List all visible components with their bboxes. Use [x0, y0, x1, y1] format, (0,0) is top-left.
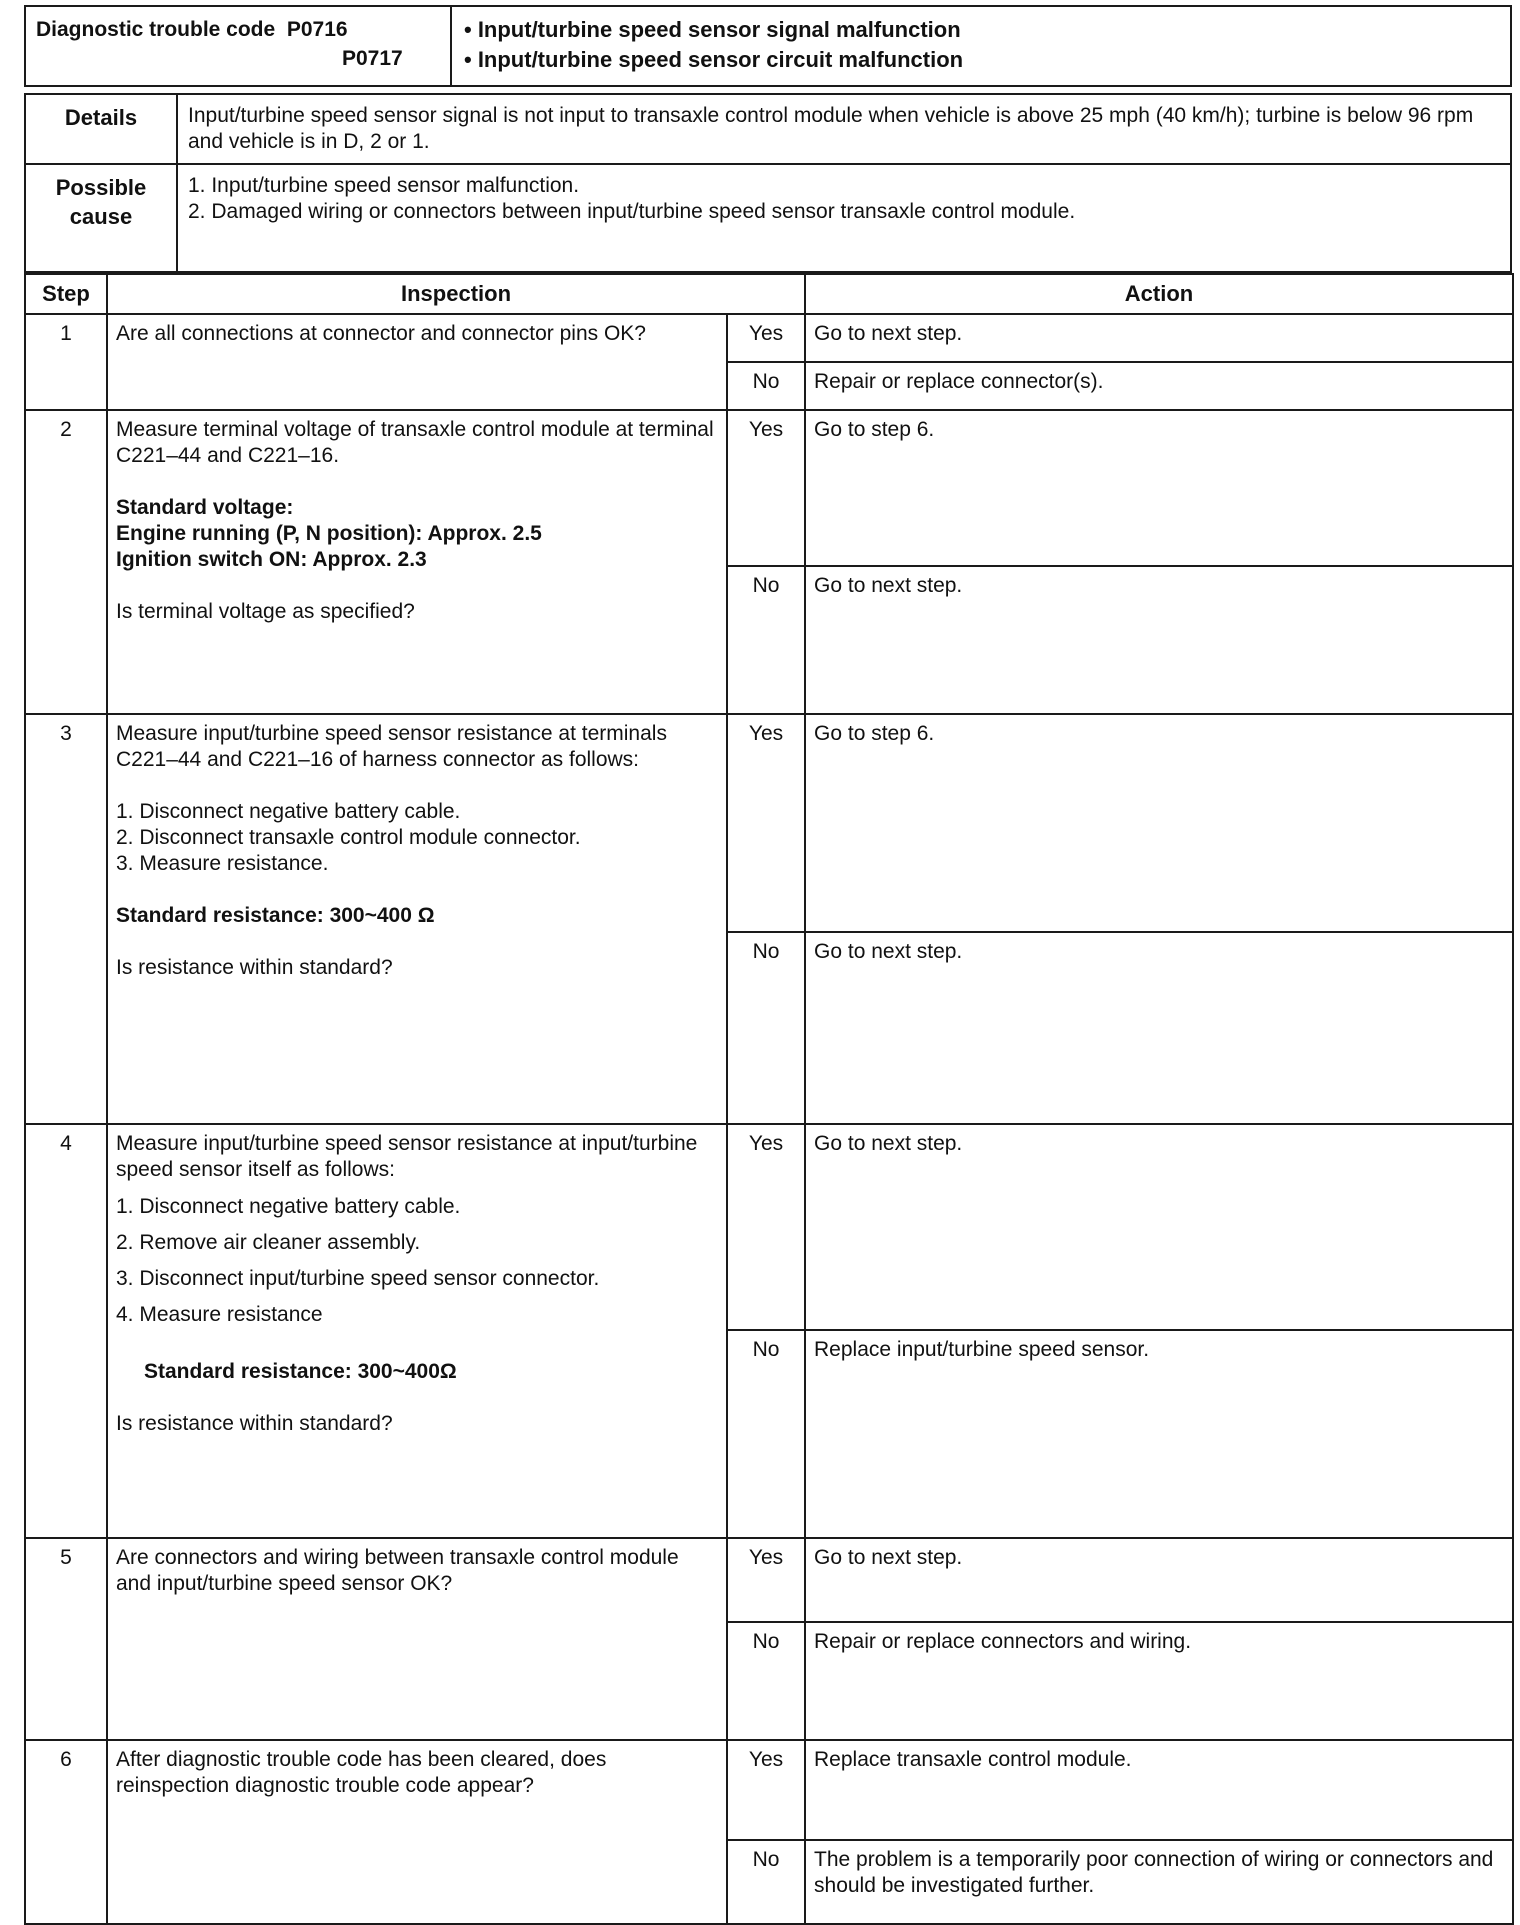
table-row [25, 314, 1513, 362]
yes-label: Yes [727, 1124, 805, 1330]
standard-value: Engine running (P, N position): Approx. 2.5 [116, 522, 542, 545]
possible-cause-label-2: cause [69, 204, 133, 229]
inspection-question: Is resistance within standard? [116, 956, 393, 979]
dtc-name-1: • Input/turbine speed sensor signal malfunction [464, 17, 961, 42]
no-action: Replace input/turbine speed sensor. [805, 1330, 1513, 1538]
step-number: 6 [25, 1740, 107, 1924]
step-column-header: Step [25, 274, 107, 314]
details-row [24, 93, 1512, 165]
inspection-question: Is terminal voltage as specified? [116, 600, 415, 623]
step-number: 1 [25, 314, 107, 410]
inspection-cell [107, 1740, 727, 1924]
inspection-question: Measure terminal voltage of transaxle control module at terminal C221–44 and C221–16. [116, 418, 714, 467]
dtc-code-1: P0716 [286, 18, 348, 41]
standard-value-title: Standard voltage: [116, 496, 294, 519]
yes-action: Go to next step. [805, 314, 1513, 362]
inspection-cell [107, 714, 727, 1124]
dtc-code-cell [26, 7, 452, 85]
table-header-row [25, 274, 1513, 314]
yes-label: Yes [727, 714, 805, 932]
table-row [25, 410, 1513, 566]
inspection-cell [107, 410, 727, 714]
no-label: No [727, 1622, 805, 1740]
dtc-name-2: • Input/turbine speed sensor circuit malfunction [464, 47, 964, 72]
yes-action: Go to next step. [805, 1538, 1513, 1622]
inspection-cell [107, 314, 727, 410]
procedure-step: 3. Disconnect input/turbine speed sensor connector. [116, 1267, 600, 1290]
procedure-step: 2. Remove air cleaner assembly. [116, 1231, 421, 1254]
inspection-question: After diagnostic trouble code has been cleared, does reinspection diagnostic trouble code appear? [116, 1748, 607, 1797]
table-row [25, 1124, 1513, 1330]
no-action: Repair or replace connectors and wiring. [805, 1622, 1513, 1740]
inspection-question: Are connectors and wiring between transaxle control module and input/turbine speed sensor OK? [116, 1546, 679, 1595]
possible-cause-item: 1. Input/turbine speed sensor malfunction. [188, 174, 580, 197]
standard-value: Standard resistance: 300~400Ω [144, 1360, 457, 1383]
no-label: No [727, 566, 805, 714]
possible-cause-label [26, 165, 178, 271]
dtc-names-cell [452, 7, 1510, 85]
yes-action: Go to step 6. [805, 714, 1513, 932]
inspection-cell [107, 1538, 727, 1740]
yes-label: Yes [727, 314, 805, 362]
standard-value: Standard resistance: 300~400 Ω [116, 904, 435, 927]
possible-cause-item: 2. Damaged wiring or connectors between input/turbine speed sensor transaxle control module. [188, 200, 1076, 223]
standard-value: Ignition switch ON: Approx. 2.3 [116, 548, 427, 571]
procedure-step: 2. Disconnect transaxle control module connector. [116, 826, 581, 849]
dtc-code-label: Diagnostic trouble code [36, 18, 276, 41]
procedure-step: 3. Measure resistance. [116, 852, 329, 875]
procedure-step: 1. Disconnect negative battery cable. [116, 800, 461, 823]
yes-label: Yes [727, 1538, 805, 1622]
yes-action: Go to next step. [805, 1124, 1513, 1330]
table-row [25, 714, 1513, 932]
inspection-column-header: Inspection [107, 274, 805, 314]
inspection-question: Is resistance within standard? [116, 1412, 393, 1435]
procedure-step: 1. Disconnect negative battery cable. [116, 1195, 461, 1218]
action-column-header: Action [805, 274, 1513, 314]
inspection-question: Are all connections at connector and connector pins OK? [116, 322, 646, 345]
no-action: The problem is a temporarily poor connection of wiring or connectors and should be investigated further. [805, 1840, 1513, 1924]
step-number: 3 [25, 714, 107, 1124]
details-text: Input/turbine speed sensor signal is not input to transaxle control module when vehicle is above 25 mph (40 km/h); turbine is below 96 rpm and vehicle is in D, 2 or 1. [188, 104, 1474, 153]
no-action: Go to next step. [805, 566, 1513, 714]
procedure-step: 4. Measure resistance [116, 1303, 323, 1326]
no-label: No [727, 1840, 805, 1924]
inspection-table [24, 273, 1514, 1925]
no-action: Go to next step. [805, 932, 1513, 1124]
possible-cause-label-1: Possible [55, 175, 147, 200]
table-row [25, 1538, 1513, 1622]
step-number: 2 [25, 410, 107, 714]
no-label: No [727, 932, 805, 1124]
step-number: 4 [25, 1124, 107, 1538]
step-number: 5 [25, 1538, 107, 1740]
yes-action: Replace transaxle control module. [805, 1740, 1513, 1840]
no-label: No [727, 362, 805, 410]
possible-cause-row [24, 165, 1512, 273]
dtc-header [24, 5, 1512, 87]
inspection-question: Measure input/turbine speed sensor resistance at terminals C221–44 and C221–16 of harness connector as follows: [116, 722, 667, 771]
yes-label: Yes [727, 1740, 805, 1840]
possible-cause-list [178, 165, 1510, 271]
table-row [25, 1740, 1513, 1840]
yes-action: Go to step 6. [805, 410, 1513, 566]
no-action: Repair or replace connector(s). [805, 362, 1513, 410]
inspection-cell [107, 1124, 727, 1538]
dtc-code-2: P0717 [342, 47, 403, 70]
details-label: Details [26, 95, 178, 163]
inspection-question: Measure input/turbine speed sensor resistance at input/turbine speed sensor itself as follows: [116, 1132, 698, 1181]
yes-label: Yes [727, 410, 805, 566]
no-label: No [727, 1330, 805, 1538]
